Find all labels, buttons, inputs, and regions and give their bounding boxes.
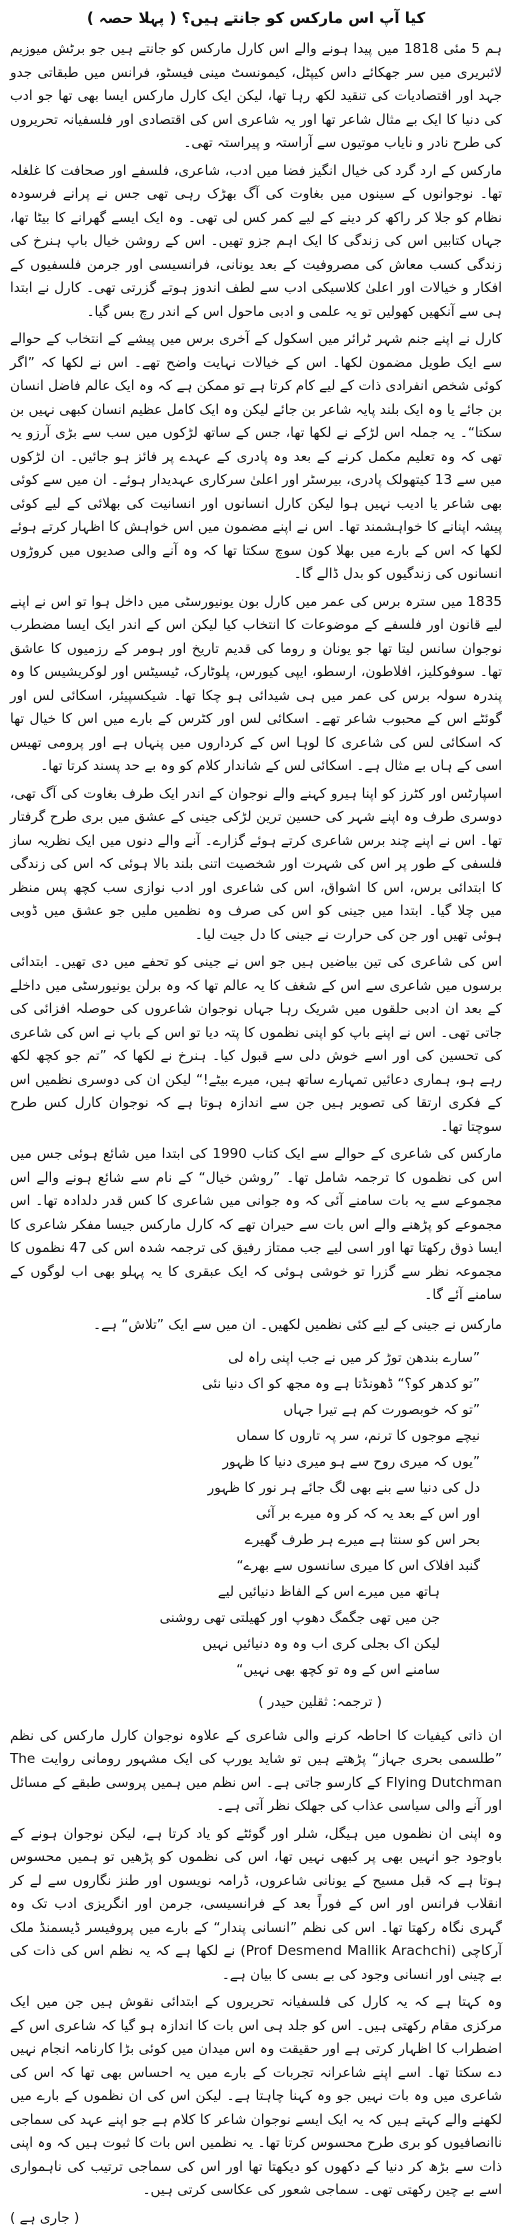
article-paragraph: مارکس کی شاعری کے حوالے سے ایک کتاب 1990 کی ابتدا میں شائع ہوئی جس میں اس کی نظموں کا ترجمہ شامل تھا۔ ”روشن خیال“ کے نام سے شائع ہونے والے اس مجموعے سے یہ بات سامنے آئی کہ وہ جوانی میں شاعری کا کس قدر دلدادہ تھا۔ اس مجموعے کو پڑھنے والے اس بات سے حیران تھے کہ کارل مارکس جیسا مفکر شاعری کا ایسا ذوق رکھتا تھا اور اسی لیے جب ممتاز رفیق کی ترجمہ شدہ اس کی 47 نظموں کا مجموعہ نظر سے گزرا تو خوشی ہوئی کہ ایک عبقری کا یہ پہلو بھی اب لوگوں کے سامنے آئے گا۔ bbox=[10, 1143, 502, 1308]
article-paragraph: وہ اپنی ان نظموں میں ہیگل، شلر اور گوئٹے کو یاد کرتا ہے، لیکن نوجوان ہونے کے باوجود جو انہیں بھی پر کبھی نہیں تھا، اس کی نظموں کو پڑھیں تو ہمیں محسوس ہوتا ہے کہ قبل مسیح کے یونانی شاعروں، ڈرامہ نویسوں اور طنز نگاروں سے لے کر انقلاب فرانس اور اس کے فوراً بعد کے فرانسیسی، جرمن اور انگریزی ادب تک وہ گہری نگاہ رکھتا تھا۔ اس کی نظم ”انسانی پندار“ کے بارے میں پروفیسر ڈیسمنڈ ملک آرکاچی (Prof Desmend Mallik Arachchi) نے لکھا ہے کہ یہ نظم اس کی ذات کی بے چینی اور انسانی وجود کی بے بسی کا بیان ہے۔ bbox=[10, 1823, 502, 1988]
article-paragraph: 1835 میں سترہ برس کی عمر میں کارل بون یونیورسٹی میں داخل ہوا تو اس نے اپنے لیے قانون اور فلسفے کے موضوعات کا انتخاب کیا لیکن اس کے اندر ایک ایسا مضطرب نوجوان سانس لیتا تھا جو یونان و روما کی قدیم تاریخ اور ہومر کے رزمیوں کا عاشق تھا۔ سوفوکلیز، افلاطون، ارسطو، ایپی کیورس، پلوٹارک، ٹیسیٹس اور لوکریشیس کا وہ پندرہ سولہ برس کی عمر میں ہی شیدائی ہو چکا تھا۔ شیکسپیئر، اسکائی لس اور گوئٹے اس کے محبوب شاعر تھے۔ اسکائی لس اور کٹرس کے بارے میں اس کا خیال تھا کہ اسکائی لس کی شاعری کا لوہا اس کے کرداروں میں پنہاں ہے اور پرومی تھیس اسی کے ہاں بے مثال ہے۔ اسکائی لس کے شاندار کلام کو وہ بے حد پسند کرتا تھا۔ bbox=[10, 591, 502, 779]
article-paragraph: ان ذاتی کیفیات کا احاطہ کرنے والی شاعری کے علاوہ نوجوان کارل مارکس کی نظم ”طلسمی بحری جہاز“ پڑھتے ہیں تو شاید یورپ کی ایک مشہور رومانی روایت The Flying Dutchman کے کارسو جاتی ہے۔ اس نظم میں ہمیں پروسی طبقے کے مسائل اور آنے والی سیاسی عذاب کی جھلک نظر آتی ہے۔ bbox=[10, 1725, 502, 1819]
article-paragraph: وہ کہتا ہے کہ یہ کارل کی فلسفیانہ تحریروں کے ابتدائی نقوش ہیں جن میں ایک مرکزی مقام رکھتی ہیں۔ اس کو جلد ہی اس بات کا اندازہ ہو گیا کہ شاعری اس کے اضطراب کا اظہار کرتی ہے اور حقیقت وہ اس میدان میں کوئی بڑا کارنامہ انجام نہیں دے سکتا تھا۔ اسے اپنے شاعرانہ تجربات کے بارے میں یہ احساس بھی تھا کہ اس کی شاعری میں وہ بات نہیں جو وہ کہنا چاہتا ہے۔ لیکن اس کی ان نظموں کے بارے میں لکھنے والے کہتے ہیں کہ یہ ایک ایسے نوجوان شاعر کا کلام ہے جو اپنے عہد کی سماجی ناانصافیوں کو بری طرح محسوس کرتا تھا۔ یہ نظمیں اس بات کا ثبوت ہیں کہ وہ اپنی ذات سے بڑھ کر دنیا کے دکھوں کو دیکھتا تھا اور اس کی سماجی ترتیب کی ناہمواری اسے بے چین رکھتی تھی۔ سماجی شعور کی عکاسی کرتی ہیں۔ bbox=[10, 1991, 502, 2203]
poem-line: ”سارے بندھن توڑ کر میں نے جب اپنی راہ لی bbox=[10, 1345, 480, 1371]
poem-line: ”تو کہ خوبصورت کم ہے تیرا جہاں bbox=[10, 1397, 480, 1423]
article-title: کیا آپ اس مارکس کو جانتے ہیں؟ ( پہلا حصہ ) bbox=[10, 6, 502, 30]
poem-line: جن میں تھی جگمگ دھوپ اور کھیلتی تھی روشنی bbox=[10, 1605, 480, 1631]
poem-line: ”تو کدھر کو؟“ ڈھونڈتا ہے وہ مجھ کو اک دنیا نئی bbox=[10, 1371, 480, 1397]
poem-block bbox=[10, 1345, 502, 1683]
poem-intro: مارکس نے جینی کے لیے کئی نظمیں لکھیں۔ ان میں سے ایک ”تلاش“ ہے۔ bbox=[10, 1314, 502, 1338]
poem-line: ہاتھ میں میرے اس کے الفاظ دنیائیں لیے bbox=[10, 1579, 480, 1605]
poem-line: گنبد افلاک اس کا میری سانسوں سے بھرے“ bbox=[10, 1553, 480, 1579]
article-paragraph: اسپارٹس اور کٹرز کو اپنا ہیرو کہنے والے نوجوان کے اندر ایک طرف بغاوت کی آگ تھی، دوسری طرف وہ اپنے شہر کی حسین ترین لڑکی جینی کے عشق میں بری طرح گرفتار تھا۔ اس نے اپنے چند برس شاعری کرتے ہوئے گزارے۔ آنے والے دنوں میں ایک نظریہ ساز فلسفی کے طور پر اس کی شہرت اور شخصیت اتنی بلند بالا ہوئی کہ اس کی زندگی کا ابتدائی برس، اس کا اشواق، اس کی شاعری اور ادب نوازی سب کچھ پس منظر میں چلا گیا۔ ابتدا میں جینی کو اس کی صرف وہ نظمیں ملیں جو عشق میں ڈوبی ہوئی تھیں اور جن کی حرارت نے جینی کا دل جیت لیا۔ bbox=[10, 783, 502, 948]
article-paragraph: ہم 5 مئی 1818 میں پیدا ہونے والے اس کارل مارکس کو جانتے ہیں جو برٹش میوزیم لائبریری میں سر جھکائے داس کیپٹل، کیمونسٹ مینی فیسٹو، فرانس میں طبقاتی جدو جہد اور اقتصادیات کی تنقید لکھ رہا تھا، لیکن ایک کارل مارکس ایسا بھی تھا جو ادب کی دنیا کا ایک بے مثال شاعر تھا اور یہ شاعری اس کی اقتصادی اور فلسفیانہ تحریروں کی طرح نادر و نایاب موتیوں سے آراستہ و پیراستہ تھی۔ bbox=[10, 38, 502, 156]
translator-credit: ( ترجمہ: ثقلین حیدر ) bbox=[10, 1691, 502, 1715]
to-be-continued-note: ( جاری ہے ) bbox=[10, 2207, 502, 2230]
poem-line: سامنے اس کے وہ تو کچھ بھی نہیں“ bbox=[10, 1657, 480, 1683]
article-paragraph: کارل نے اپنے جنم شہر ٹرائر میں اسکول کے آخری برس میں پیشے کے انتخاب کے حوالے سے ایک طویل مضمون لکھا۔ اس کے خیالات نہایت واضح تھے۔ اس نے لکھا کہ ”اگر کوئی شخص انفرادی ذات کے لیے کام کرتا ہے تو ممکن ہے کہ وہ ایک عالم فاضل انسان بن جائے یا وہ ایک بلند پایہ شاعر بن جائے لیکن وہ ایک کامل عظیم انسان کبھی نہیں بن سکتا“۔ یہ جملہ اس لڑکے نے لکھا تھا، جس کے ساتھ لڑکوں میں سب سے بڑی آرزو یہ تھی کہ وہ تعلیم مکمل کرنے کے بعد وہ پادری کے عہدے پر فائز ہو جائیں۔ ان لڑکوں میں سے 13 کیتھولک پادری، بیرسٹر اور اعلیٰ سرکاری عہدیدار ہوئے۔ ان میں سے کوئی بھی شاعر یا ادیب نہیں ہوا لیکن کارل انسانوں اور انسانیت کی بھلائی کے لیے کوئی پیشہ اپنانے کا خواہشمند تھا۔ اس نے اپنے مضمون میں اس خواہش کا اظہار کرتے ہوئے لکھا کہ اس کے بارے میں بھلا کون سوچ سکتا تھا کہ وہ آنے والی صدیوں میں کروڑوں انسانوں کی زندگیوں کو بدل ڈالے گا۔ bbox=[10, 328, 502, 587]
poem-line: نیچے موجوں کا ترنم، سر پہ تاروں کا سماں bbox=[10, 1423, 480, 1449]
article-paragraph: اس کی شاعری کی تین بیاضیں ہیں جو اس نے جینی کو تحفے میں دی تھیں۔ ابتدائی برسوں میں شاعری سے اس کے شغف کا یہ عالم تھا کہ وہ برلن یونیورسٹی میں داخلے کے بعد ان ادبی حلقوں میں شریک رہا جہاں نوجوان شاعروں کی حوصلہ افزائی کی جاتی تھی۔ اس نے اپنے باپ کو اپنی نظموں کا پتہ دیا تو اس کے باپ نے اس کی شاعری کی تحسین کی اور اسے خوش دلی سے قبول کیا۔ ہنرخ نے لکھا کہ ”تم جو کچھ لکھ رہے ہو، ہماری دعائیں تمہارے ساتھ ہیں، میرے بیٹے!“ لیکن ان کی دوسری نظمیں اس کے فکری ارتقا کی تصویر ہیں جن سے اندازہ ہوتا ہے کہ نوجوان کارل کس طرح سوچتا تھا۔ bbox=[10, 951, 502, 1139]
poem-line: دل کی دنیا سے بنے بھی لگ جائے ہر نور کا ظہور bbox=[10, 1475, 480, 1501]
poem-line: اور اس کے بعد یہ کہ کر وہ میرے بر آئی bbox=[10, 1501, 480, 1527]
poem-line: بحر اس کو سنتا ہے میرے ہر طرف گھیرے bbox=[10, 1527, 480, 1553]
poem-line: ”یوں کہ میری روح سے ہو میری دنیا کا ظہور bbox=[10, 1449, 480, 1475]
poem-line: لیکن اک بجلی کری اب وہ وہ دنیائیں نہیں bbox=[10, 1631, 480, 1657]
article-paragraph: مارکس کے ارد گرد کی خیال انگیز فضا میں ادب، شاعری، فلسفے اور صحافت کا غلغلہ تھا۔ نوجوانوں کے سینوں میں بغاوت کی آگ بھڑک رہی تھی جس نے پرانے فرسودہ نظام کو جلا کر راکھ کر دینے کے لیے کمر کس لی تھی۔ وہ ایک ایسے گھرانے کا بیٹا تھا، جہاں کتابیں اس کی زندگی کا ایک اہم جزو تھیں۔ اس کے روشن خیال باپ ہنرخ کی زندگی کسب معاش کی مصروفیت کے بعد یونانی، فرانسیسی اور جرمن فلسفیوں کے افکار و خیالات اور اعلیٰ کلاسیکی ادب سے لطف اندوز ہوتے گزرتی تھی۔ کارل نے ابتدا ہی سے آنکھیں کھولیں تو یہ علمی و ادبی ماحول اس کے اندر رچ بس گیا۔ bbox=[10, 160, 502, 325]
